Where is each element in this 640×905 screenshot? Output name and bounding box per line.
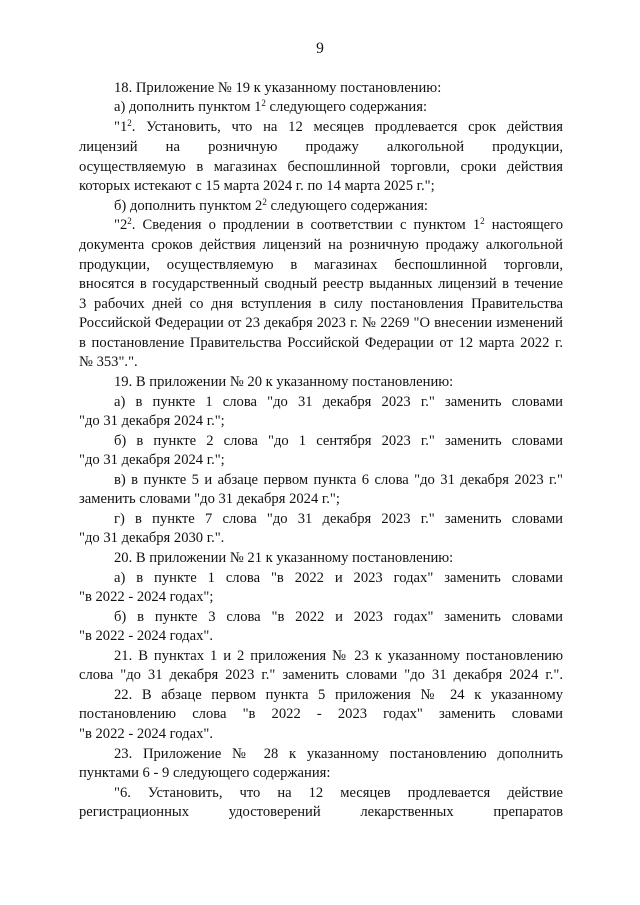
page-number: 9 <box>316 40 324 57</box>
text-line: "до 31 декабря 2024 г."; <box>79 413 225 429</box>
text-line: 22. В абзаце первом пункта 5 приложения № 24 к указанному <box>114 687 563 703</box>
text-line: "до 31 декабря 2024 г."; <box>79 452 225 468</box>
text-line: которых истекают с 15 марта 2024 г. по 14 марта 2025 г."; <box>79 178 435 194</box>
text-line: "$1^2$. Установить, что на 12 месяцев продлевается срок действия <box>114 118 563 135</box>
text-line: "до 31 декабря 2030 г.". <box>79 530 225 546</box>
text-line: Российской Федерации от 23 декабря 2023 г. № 2269 "О внесении изменений <box>79 315 563 331</box>
text-line: № 353".". <box>79 354 138 370</box>
text-line: в) в пункте 5 и абзаце первом пункта 6 слова "до 31 декабря 2023 г." <box>114 472 563 488</box>
text-line: 18. Приложение № 19 к указанному постановлению: <box>114 80 442 96</box>
text-line: "6. Установить, что на 12 месяцев продлевается действие <box>114 785 563 801</box>
text-line: "в 2022 - 2024 годах"; <box>79 589 214 605</box>
text-line: 20. В приложении № 21 к указанному постановлению: <box>114 550 454 566</box>
text-line: б) в пункте 3 слова "в 2022 и 2023 годах" заменить словами <box>114 609 563 625</box>
text-line: постановлению слова "в 2022 - 2023 годах" заменить словами <box>79 706 563 722</box>
text-line: вносятся в государственный сводный реестр выданных лицензий в течение <box>79 276 563 292</box>
text-line: заменить словами "до 31 декабря 2024 г."; <box>79 491 340 507</box>
text-line: 19. В приложении № 20 к указанному постановлению: <box>114 374 454 390</box>
text-line: 21. В пунктах 1 и 2 приложения № 23 к указанному постановлению <box>114 648 563 664</box>
text-line: а) в пункте 1 слова "в 2022 и 2023 годах" заменить словами <box>114 570 563 586</box>
text-line: б) дополнить пунктом $2^2$ следующего содержания: <box>114 197 428 214</box>
text-line: 3 рабочих дней со дня вступления в силу постановления Правительства <box>79 296 563 312</box>
text-line: б) в пункте 2 слова "до 1 сентября 2023 г." заменить словами <box>114 433 563 449</box>
text-line: лицензий на розничную продажу алкогольной продукции, <box>79 139 563 155</box>
text-line: а) дополнить пунктом $1^2$ следующего содержания: <box>114 98 428 115</box>
text-line: пунктами 6 - 9 следующего содержания: <box>79 765 331 781</box>
text-line: а) в пункте 1 слова "до 31 декабря 2023 г." заменить словами <box>114 394 563 410</box>
text-line: 23. Приложение № 28 к указанному постановлению дополнить <box>114 746 563 762</box>
text-line: "$2^2$. Сведения о продлении в соответствии с пунктом $1^2$ настоящего <box>114 216 564 233</box>
text-line: "в 2022 - 2024 годах". <box>79 628 213 644</box>
text-line: в постановление Правительства Российской Федерации от 12 марта 2022 г. <box>79 335 563 351</box>
text-line: г) в пункте 7 слова "до 31 декабря 2023 г." заменить словами <box>114 511 563 527</box>
text-line: "в 2022 - 2024 годах". <box>79 726 213 742</box>
text-line: слова "до 31 декабря 2023 г." заменить словами "до 31 декабря 2024 г.". <box>79 667 563 683</box>
text-line: осуществляемую в магазинах беспошлинной торговли, сроки действия <box>79 159 563 175</box>
text-line: продукции, осуществляемую в магазинах беспошлинной торговли, <box>79 257 563 273</box>
text-line: регистрационных удостоверений лекарственных препаратов <box>79 804 563 820</box>
text-line: документа сроков действия лицензий на розничную продажу алкогольной <box>79 237 563 253</box>
